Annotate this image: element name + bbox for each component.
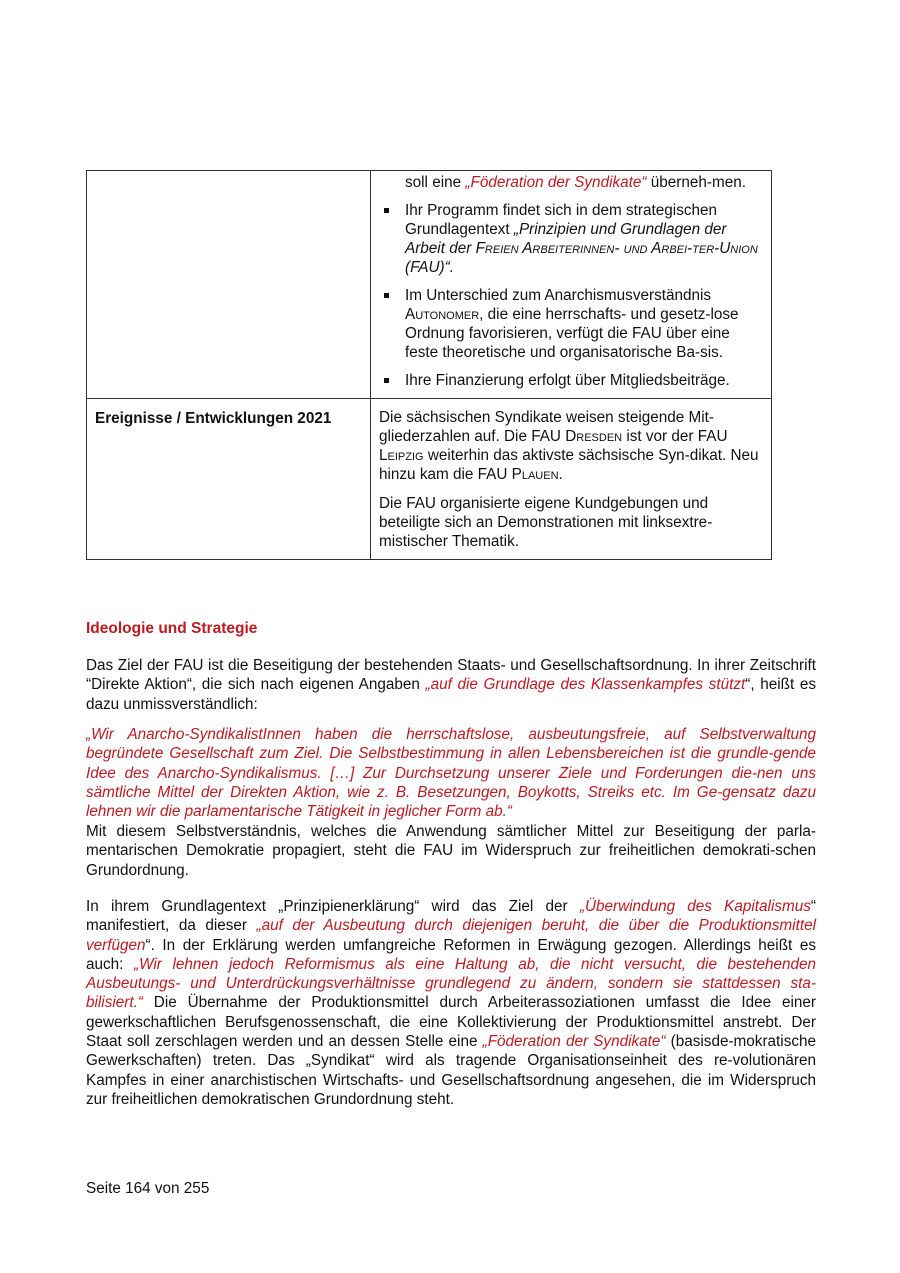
paragraph-principles (86, 897, 816, 1109)
text-run: soll eine (405, 174, 466, 191)
bullet-item (379, 371, 763, 390)
text-run: Plauen (511, 466, 559, 483)
bullet-square-icon (384, 378, 389, 383)
table-content-cell (371, 171, 772, 399)
quote-text: „Föderation der Syndikate“ (482, 1033, 666, 1051)
text-run: Freien Arbeiterinnen- und Arbei-ter-Union (475, 240, 758, 257)
text-run: (FAU)“. (405, 259, 454, 276)
bullet-item (379, 173, 763, 192)
text-run: Die FAU organisierte eigene Kundgebungen und beteiligte sich an Demonstrationen mit linksextre-mistischer Thematik. (379, 495, 713, 550)
event-paragraph (379, 494, 763, 551)
bullet-list (379, 173, 763, 390)
text-run: Leipzig (379, 447, 424, 464)
text-run: weiterhin das aktivste sächsische Syn-dikat. Neu hinzu kam die FAU (379, 447, 759, 483)
text-run: Mit diesem Selbstverständnis, welches die Anwendung sämtlicher Mittel zur Beseitigung der parla-mentarischen Demokratie propagiert, steht die FAU im Widerspruch zur freiheitlichen demokrati-schen Grundordnung. (86, 823, 816, 879)
text-run: . (558, 466, 563, 483)
paragraph-intro (86, 656, 816, 714)
row-label: Ereignisse / Entwicklungen 2021 (95, 410, 332, 427)
text-run: (basisde-mokratische Gewerkschaften) treten. Das „Syndikat“ wird als tragende Organisationseinheit des re-volutionären Kampfes in einer anarchistischen Wirtschafts- und Gesellschaftsordnung angesehen, die im Widerspruch zur freiheitlichen demokratischen Grundordnung steht. (86, 1033, 817, 1108)
text-run: In ihrem Grundlagentext „Prinzipienerklärung“ wird das Ziel der (86, 898, 580, 915)
bullet-square-icon (384, 208, 389, 213)
quote-text: „Föderation der Syndikate“ (465, 174, 647, 191)
text-run: , die eine herrschafts- und gesetz-lose Ordnung favorisieren, verfügt die FAU über eine feste theoretische und organisatorische Ba-sis. (405, 306, 739, 361)
bullet-item (379, 286, 763, 362)
text-run: Ihr Programm findet sich in dem strategischen Grundlagentext (405, 202, 718, 238)
text-run: Das Ziel der FAU ist die Beseitigung der bestehenden Staats- und Gesellschaftsordnung. In ihrer Zeitschrift “Direkte Aktion“, die sich nach eigenen Angaben (86, 657, 816, 694)
text-run: Die sächsischen Syndikate weisen steigende Mit-gliederzahlen auf. Die FAU (379, 409, 715, 445)
text-run: “, heißt es dazu unmissverständlich: (86, 676, 816, 713)
bullet-square-icon (384, 293, 389, 298)
table-row (87, 171, 772, 399)
text-run: Ihre Finanzierung erfolgt über Mitgliedsbeiträge. (405, 372, 730, 389)
section-heading: Ideologie und Strategie (86, 620, 258, 637)
event-paragraph (379, 408, 763, 484)
text-run: ist vor der FAU (622, 428, 728, 445)
text-run: Autonomer (405, 306, 480, 323)
text-run: „Prinzipien und Grundlagen der Arbeit der (405, 221, 727, 257)
text-run: Im Unterschied zum Anarchismusverständnis (405, 287, 712, 304)
paragraph-conclusion (86, 822, 816, 880)
text-run: “. In der Erklärung werden umfangreiche Reformen in Erwägung gezogen. Allerdings heißt es auch: (86, 936, 816, 973)
text-run: überneh-men. (646, 174, 746, 191)
bullet-item (379, 201, 763, 277)
table-label-cell (87, 399, 371, 560)
text-run: Die Übernahme der Produktionsmittel durch Arbeiterassoziationen umfasst die Idee einer gewerkschaftlichen Berufsgenossenschaft, die eine Kollektivierung der Produktionsmittel anstrebt. Der Staat soll zerschlagen werden und an dessen Stelle eine (86, 994, 816, 1051)
row-label (87, 171, 370, 181)
table-content-cell (371, 399, 772, 560)
table-label-cell (87, 171, 371, 399)
quote-text: „Wir Anarcho-SyndikalistInnen haben die herrschaftslose, ausbeutungsfreie, auf Selbstverwaltung begründete Gesellschaft zum Ziel. Die Selbstbestimmung in allen Lebensbereichen ist die grundle-gende Idee des Anarcho-Syndikalismus. […] Zur Durchsetzung unserer Ziele und Forderungen die-nen uns sämtliche Mittel der Direkten Aktion, wie z. B. Besetzungen, Boykotts, Streiks etc. Im Ge-gensatz dazu lehnen wir die parlamentarische Tätigkeit in jeglicher Form ab.“ (86, 726, 816, 821)
info-table (86, 170, 772, 560)
quote-text: „Überwindung des Kapitalismus (579, 898, 811, 915)
quote-text: „Wir lehnen jedoch Reformismus als eine Haltung ab, die nicht versucht, die bestehenden Ausbeutungs- und Unterdrückungsverhältnisse grundlegend zu ändern, sondern sie stattdessen sta-bilisiert.“ (86, 955, 817, 1012)
block-quote (86, 725, 816, 821)
text-run: “ manifestiert, da dieser (86, 898, 816, 935)
text-run: Dresden (565, 428, 623, 445)
quote-text: „auf der Ausbeutung durch diejenigen beruht, die über die Produktionsmittel verfügen (86, 917, 816, 954)
quote-text: „auf die Grundlage des Klassenkampfes stützt (425, 676, 746, 694)
page-number: Seite 164 von 255 (86, 1180, 210, 1197)
table-row (87, 399, 772, 560)
